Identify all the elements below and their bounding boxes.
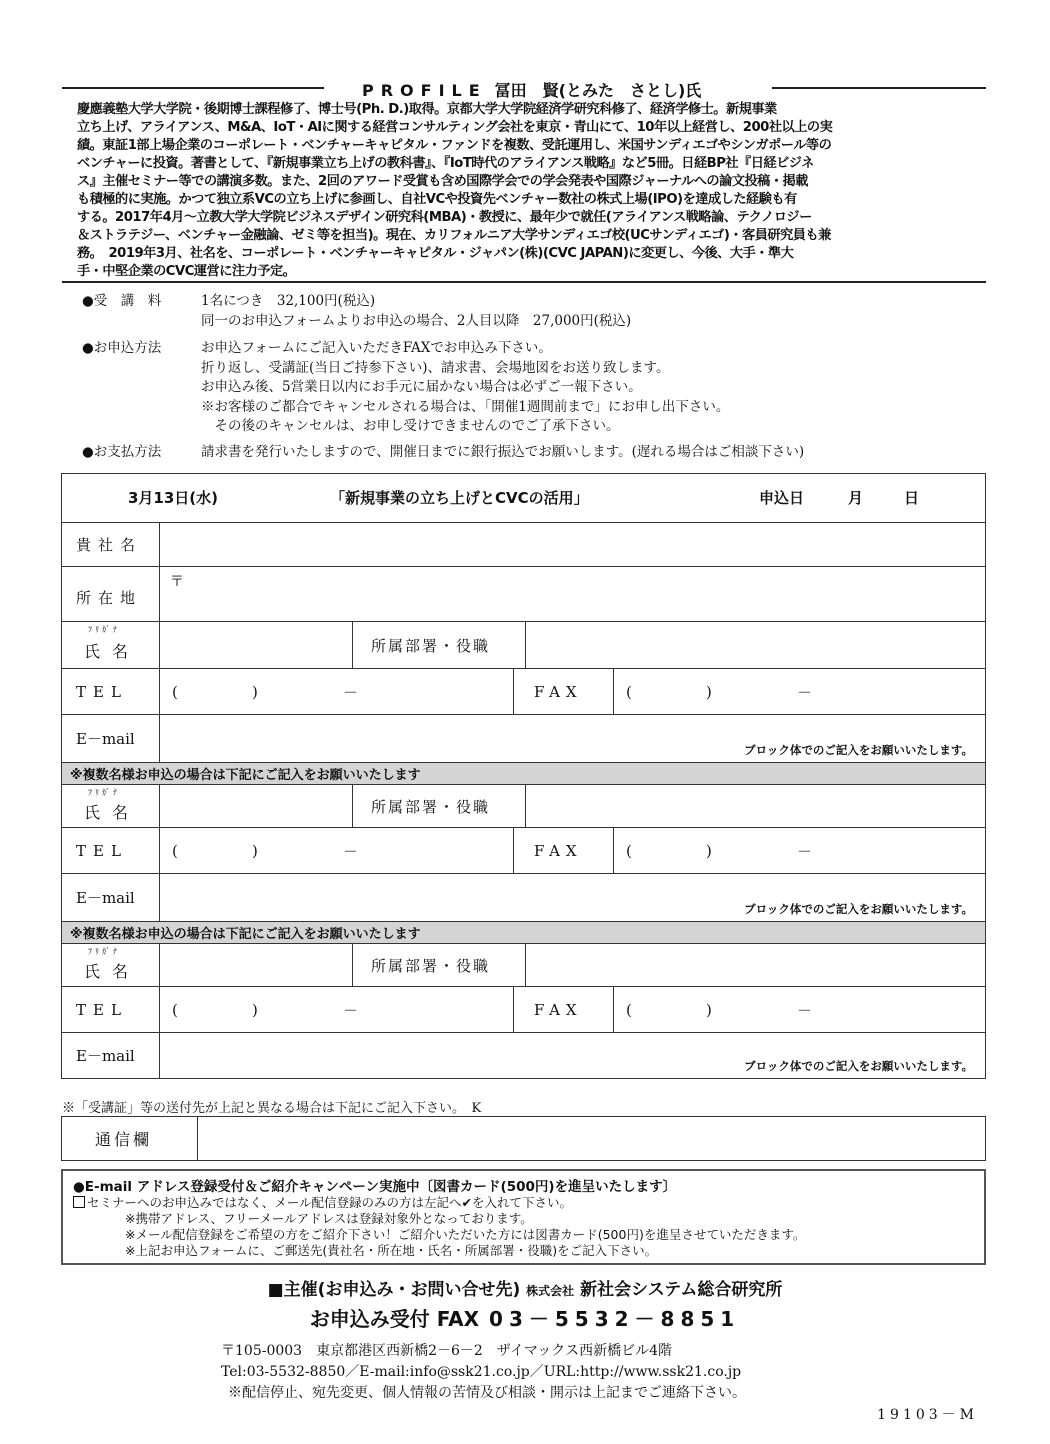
dept-field[interactable]: [525, 622, 985, 668]
communication-field[interactable]: [198, 1117, 985, 1160]
apply-line: ※お客様のご都合でキャンセルされる場合は、「開催1週間前まで」にお申し出下さい。: [201, 398, 730, 415]
address-label: 所在地: [76, 588, 143, 607]
form-header: [62, 474, 985, 522]
company-field[interactable]: [159, 523, 985, 566]
tel-row: [62, 827, 985, 873]
name-label-cell: [62, 622, 159, 668]
profile-title: PROFILE 冨田 賢(とみた さとし)氏: [362, 81, 702, 100]
fee-label: ●受 講 料: [82, 293, 162, 309]
name-label: 氏名: [84, 962, 141, 981]
fax-field[interactable]: ( ) －: [613, 669, 985, 714]
apply-label: ●お申込方法: [82, 340, 162, 356]
apply-line: 折り返し、受講証(当日ご持参下さい)、請求書、会場地図をお送り致します。: [201, 359, 670, 376]
multi-note: ※複数名様お申込の場合は下記にご記入をお願いいたします: [62, 921, 985, 943]
profile-line: ベンチャーに投資。著書として、『新規事業立ち上げの教科書』、『IoT時代のアライアンス戦略』など5冊。日経BP社『日経ビジネ: [77, 156, 814, 171]
apply-line: お申込み後、5営業日以内にお手元に届かない場合は必ずご一報下さい。: [201, 379, 642, 395]
furigana-label: ﾌﾘｶﾞﾅ: [88, 947, 120, 956]
tel-row: [62, 986, 985, 1032]
company-row: [62, 522, 985, 566]
application-form: [61, 473, 986, 1079]
dept-field[interactable]: [525, 785, 985, 827]
address-row: [62, 566, 985, 621]
profile-line: ＆ストラテジー、ベンチャー金融論、ゼミ等を担当)。現在、カリフォルニア大学サンディエゴ校(UCサンディエゴ)・客員研究員も兼: [77, 228, 831, 243]
campaign-title: ●E-mail アドレス登録受付＆ご紹介キャンペーン実施中〔図書カード(500円)を進呈いたします〕: [73, 1179, 677, 1195]
divider: [772, 87, 986, 89]
furigana-label: ﾌﾘｶﾞﾅ: [88, 625, 120, 634]
campaign-line: ※メール配信登録をご希望の方をご紹介下さい！ご紹介いただいた方には図書カード(500円)を進呈させていただきます。: [125, 1227, 806, 1242]
profile-line: 立ち上げ、アライアンス、M&A、IoT・AIに関する経営コンサルティング会社を東京・青山にて、10年以上経営し、200社以上の実: [77, 120, 833, 135]
email-field[interactable]: [159, 874, 985, 921]
campaign-line: セミナーへのお申込みではなく、メール配信登録のみの方は左記へ✔を入れて下さい。: [73, 1195, 974, 1211]
name-label-cell: [62, 785, 159, 827]
delivery-note: ※「受講証」等の送付先が上記と異なる場合は下記にご記入下さい。 K: [62, 1101, 482, 1116]
name-field[interactable]: [159, 785, 352, 827]
fax-contact: お申込み受付 FAX 03－5532－8851: [309, 1307, 741, 1331]
email-label: E－mail: [76, 1047, 135, 1065]
profile-line: する。2017年4月～立教大学大学院ビジネスデザイン研究科(MBA)・教授に、最年少で就任(アライアンス戦略論、テクノロジー: [77, 210, 812, 225]
divider: [62, 281, 986, 283]
fax-field[interactable]: ( ) －: [613, 987, 985, 1032]
fee-line: 同一のお申込フォームよりお申込の場合、2人目以降 27,000円(税込): [201, 312, 632, 329]
contact-info: Tel:03-5532-8850／E-mail:info@ssk21.co.jp／URL:http://www.ssk21.co.jp: [221, 1364, 742, 1380]
communication-label: 通信欄: [62, 1117, 198, 1160]
day-label: 日: [904, 489, 920, 507]
seminar-date: 3月13日(水): [128, 489, 219, 507]
profile-body: [77, 101, 977, 281]
name-label: 氏名: [84, 642, 141, 661]
seminar-title: 「新規事業の立ち上げとCVCの活用」: [330, 489, 589, 507]
dept-label: 所属部署・役職: [352, 785, 525, 827]
company-label: 貴社名: [76, 536, 143, 554]
email-label: E－mail: [76, 730, 135, 748]
tel-field[interactable]: ( ) －: [159, 987, 513, 1032]
address-field[interactable]: [159, 567, 985, 621]
tel-field[interactable]: ( ) －: [159, 828, 513, 873]
pay-label: ●お支払方法: [82, 444, 162, 460]
email-row: [62, 714, 985, 762]
privacy-notice: ※配信停止、宛先変更、個人情報の苦情及び相談・開示は上記までご連絡下さい。: [228, 1385, 746, 1401]
profile-line: ス』主催セミナー等での講演多数。また、2回のアワード受賞も含め国際学会での学会発表や国際ジャーナルへの論文投稿・掲載: [77, 174, 808, 189]
campaign-box: [61, 1169, 986, 1265]
profile-line: 手・中堅企業のCVC運営に注力予定。: [77, 264, 296, 279]
fax-label: FAX: [513, 669, 613, 714]
pay-line: 請求書を発行いたしますので、開催日までに銀行振込でお願いします。(遅れる場合はご相談下さい): [201, 444, 805, 460]
mail-only-checkbox[interactable]: [73, 1196, 85, 1208]
apply-line: その後のキャンセルは、お申し受けできませんのでご了承下さい。: [201, 418, 620, 434]
profile-header: [62, 78, 986, 98]
block-letter-note: ブロック体でのご記入をお願いいたします。: [744, 743, 973, 757]
profile-line: も積極的に実施。かつて独立系VCの立ち上げに参画し、自社VCや投資先ベンチャー数社の株式上場(IPO)を達成した経験も有: [77, 192, 797, 207]
postal-mark: 〒: [170, 574, 184, 590]
email-row: [62, 873, 985, 921]
document-code: 19103－M: [877, 1407, 978, 1423]
apply-line: お申込フォームにご記入いただきFAXでお申込み下さい。: [201, 340, 552, 356]
fax-label: FAX: [513, 828, 613, 873]
divider: [62, 87, 324, 89]
tel-field[interactable]: ( ) －: [159, 669, 513, 714]
block-letter-note: ブロック体でのご記入をお願いいたします。: [744, 1059, 973, 1073]
tel-label: TEL: [76, 841, 128, 860]
tel-row: [62, 668, 985, 714]
email-field[interactable]: [159, 1033, 985, 1078]
campaign-line: ※上記お申込フォームに、ご郵送先(貴社名・所在地・氏名・所属部署・役職)をご記入下さい。: [125, 1243, 658, 1258]
name-label-cell: [62, 944, 159, 986]
fax-label: FAX: [513, 987, 613, 1032]
furigana-label: ﾌﾘｶﾞﾅ: [88, 788, 120, 797]
block-letter-note: ブロック体でのご記入をお願いいたします。: [744, 902, 973, 916]
address: 〒105-0003 東京都港区西新橋2－6－2 ザイマックス西新橋ビル4階: [221, 1343, 673, 1359]
fee-line: 1名につき 32,100円(税込): [201, 293, 376, 309]
dept-label: 所属部署・役職: [352, 944, 525, 986]
profile-line: 績。東証1部上場企業のコーポレート・ベンチャーキャピタル・ファンドを複数、受託運用し、米国サンディエゴやシンガポール等の: [77, 138, 832, 153]
email-label: E－mail: [76, 889, 135, 907]
email-row: [62, 1032, 985, 1078]
name-label: 氏名: [84, 803, 141, 822]
month-label: 月: [848, 489, 864, 507]
fax-field[interactable]: ( ) －: [613, 828, 985, 873]
name-row: [62, 621, 985, 668]
tel-label: TEL: [76, 1000, 128, 1019]
tel-label: TEL: [76, 682, 128, 701]
name-field[interactable]: [159, 622, 352, 668]
profile-line: 慶應義塾大学大学院・後期博士課程修了、博士号(Ph. D.)取得。京都大学大学院経済学研究科修了、経済学修士。新規事業: [77, 102, 777, 117]
dept-label: 所属部署・役職: [352, 622, 525, 668]
communication-box: [61, 1116, 986, 1161]
organizer: ■主催(お申込み・お問い合せ先) 株式会社 新社会システム総合研究所: [267, 1280, 783, 1300]
name-row: [62, 784, 985, 827]
dept-field[interactable]: [525, 944, 985, 986]
email-field[interactable]: [159, 715, 985, 762]
apply-date-label: 申込日: [759, 489, 805, 507]
name-field[interactable]: [159, 944, 352, 986]
campaign-line: ※携帯アドレス、フリーメールアドレスは登録対象外となっております。: [125, 1211, 533, 1226]
name-row: [62, 943, 985, 986]
profile-line: 務。 2019年3月、社名を、コーポレート・ベンチャーキャピタル・ジャパン(株)(CVC JAPAN)に変更し、今後、大手・準大: [77, 246, 794, 261]
multi-note: ※複数名様お申込の場合は下記にご記入をお願いいたします: [62, 762, 985, 784]
